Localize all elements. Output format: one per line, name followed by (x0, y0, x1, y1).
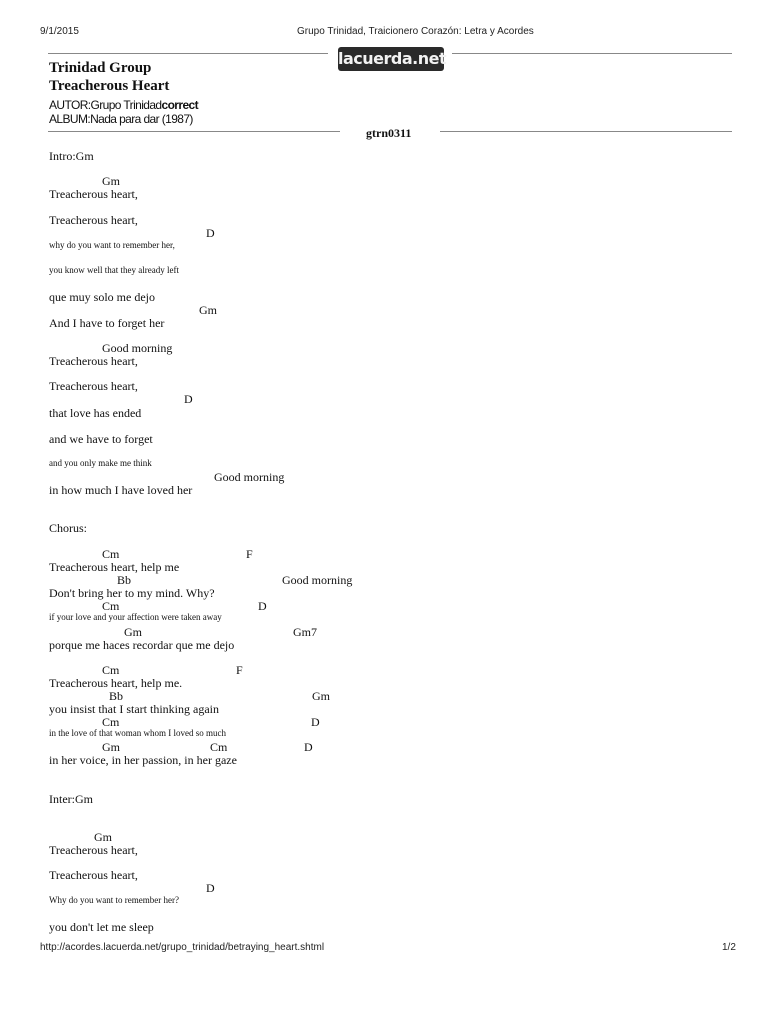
author-tag: correct (161, 98, 198, 112)
lyric-line: and we have to forget (49, 432, 153, 446)
lyric-line: in the love of that woman whom I loved so much (49, 728, 226, 738)
lyric-line: Treacherous heart, (49, 868, 138, 882)
chord: Good morning (282, 573, 353, 587)
user-rule-left (48, 131, 340, 132)
lyric-line: in how much I have loved her (49, 483, 193, 497)
song-title: Treacherous Heart (49, 78, 170, 94)
chord: Cm (102, 547, 120, 561)
song-album: ALBUM:Nada para dar (1987) (49, 112, 193, 126)
print-date: 9/1/2015 (40, 26, 79, 37)
lyric-line: and you only make me think (49, 458, 152, 468)
chord: D (258, 599, 267, 613)
lyric-line: Treacherous heart, help me (49, 560, 180, 574)
header-rule-right (452, 53, 732, 54)
lyric-line: in her voice, in her passion, in her gaze (49, 753, 237, 767)
lyric-line: Treacherous heart, help me. (49, 676, 183, 690)
lyric-line: porque me haces recordar que me dejo (49, 638, 235, 652)
lyric-line: Treacherous heart, (49, 187, 138, 201)
chord: Gm (124, 625, 142, 639)
chord: Gm7 (293, 625, 317, 639)
song-artist: Trinidad Group (49, 60, 152, 76)
lyric-line: Treacherous heart, (49, 379, 138, 393)
chord: Bb (117, 573, 132, 587)
lyric-line: And I have to forget her (49, 316, 165, 330)
lyric-line: Treacherous heart, (49, 843, 138, 857)
lyric-line: why do you want to remember her, (49, 240, 175, 250)
inter-label: Inter:Gm (49, 792, 93, 806)
chord: D (184, 392, 193, 406)
chord: Good morning (214, 470, 285, 484)
chord: D (304, 740, 313, 754)
intro-label: Intro:Gm (49, 149, 94, 163)
chord: Gm (94, 830, 112, 844)
chord: D (311, 715, 320, 729)
chord: D (206, 226, 215, 240)
lyric-line: if your love and your affection were taken away (49, 612, 222, 622)
chord: Gm (102, 740, 120, 754)
lyric-line: que muy solo me dejo (49, 290, 155, 304)
lyric-line: you insist that I start thinking again (49, 702, 219, 716)
author-label: AUTOR:Grupo Trinidad (49, 98, 162, 112)
chorus-label: Chorus: (49, 521, 88, 535)
chord: F (246, 547, 253, 561)
chord: Cm (210, 740, 228, 754)
song-author (49, 98, 198, 112)
footer-page-number: 1/2 (722, 942, 736, 953)
chord: Cm (102, 715, 120, 729)
lyric-line: Treacherous heart, (49, 354, 138, 368)
logo-text: lacuerda.net (338, 49, 447, 68)
lyric-line: Don't bring her to my mind. Why? (49, 586, 215, 600)
lyric-line: that love has ended (49, 406, 142, 420)
header-rule-left (48, 53, 328, 54)
chord: F (236, 663, 243, 677)
chord: Gm (312, 689, 330, 703)
lyric-line: you know well that they already left (49, 265, 179, 275)
chord: Cm (102, 599, 120, 613)
chord: Gm (199, 303, 217, 317)
chord: Bb (109, 689, 124, 703)
lyric-line: Why do you want to remember her? (49, 895, 179, 905)
lacuerda-logo[interactable] (338, 47, 447, 71)
chord: D (206, 881, 215, 895)
footer-url[interactable]: http://acordes.lacuerda.net/grupo_trinidad/betraying_heart.shtml (40, 942, 325, 953)
uploader-user[interactable]: gtrn0311 (366, 126, 412, 140)
lyric-line: you don't let me sleep (49, 920, 154, 934)
chord: Good morning (102, 341, 173, 355)
print-page-title: Grupo Trinidad, Traicionero Corazón: Letra y Acordes (297, 26, 534, 37)
chord: Gm (102, 174, 120, 188)
user-rule-right (440, 131, 732, 132)
lyric-line: Treacherous heart, (49, 213, 138, 227)
chord: Cm (102, 663, 120, 677)
